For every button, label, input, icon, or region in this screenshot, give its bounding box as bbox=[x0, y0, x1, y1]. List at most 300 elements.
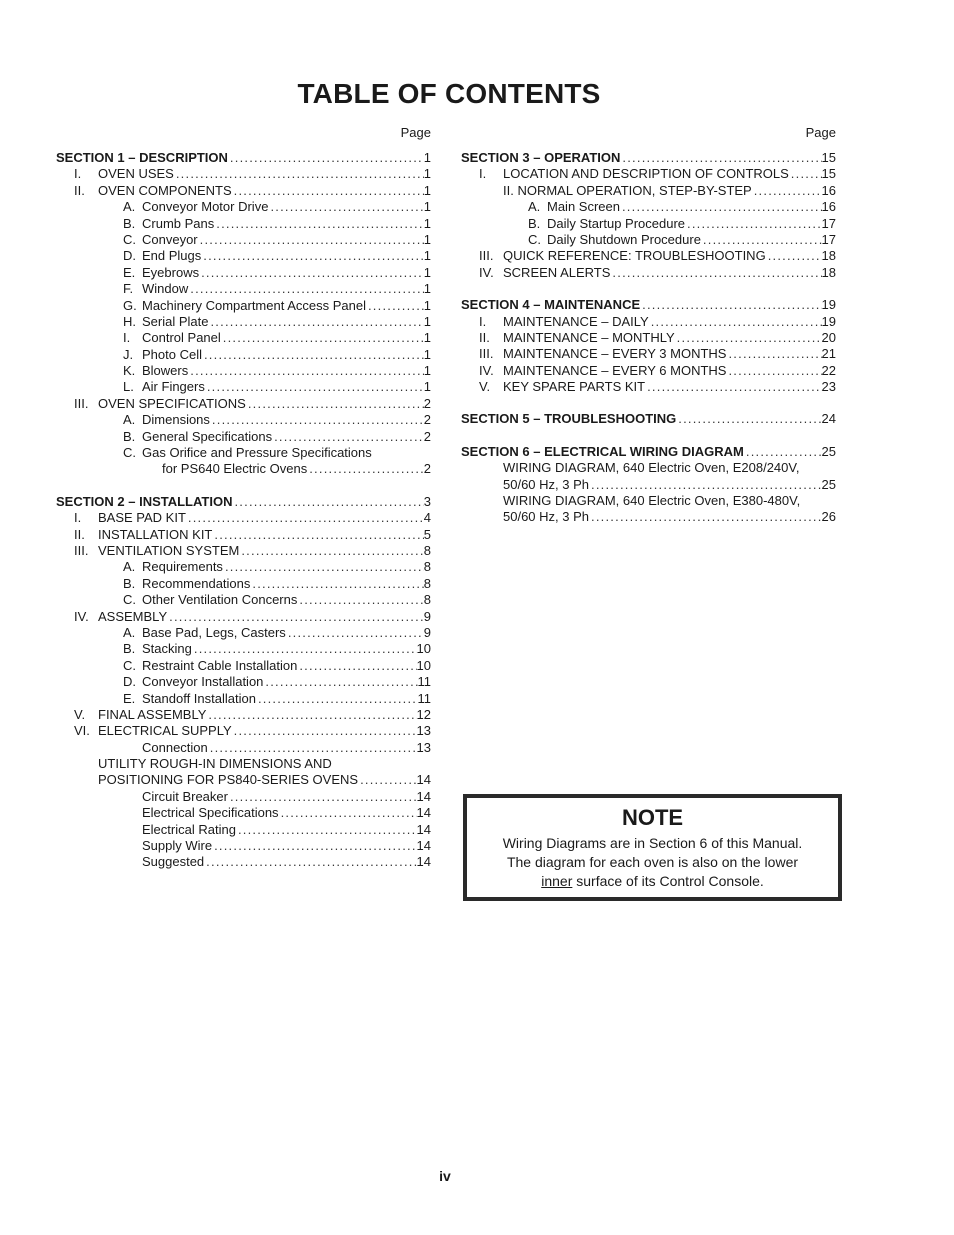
toc-entry bbox=[56, 740, 431, 756]
dot-leader bbox=[589, 509, 822, 525]
note-box bbox=[463, 794, 842, 901]
toc-entry bbox=[56, 756, 431, 772]
dot-leader bbox=[297, 592, 423, 608]
toc-entry bbox=[56, 429, 431, 445]
dot-leader bbox=[221, 330, 424, 346]
toc-entry-number: B. bbox=[123, 641, 136, 657]
dot-leader bbox=[272, 429, 424, 445]
toc-entry-title: Requirements bbox=[142, 559, 223, 575]
dot-leader bbox=[620, 199, 822, 215]
toc-entry-title: Gas Orifice and Pressure Specifications bbox=[142, 445, 372, 461]
toc-entry-number: A. bbox=[123, 412, 136, 428]
toc-entry bbox=[56, 314, 431, 330]
toc-entry-title: Connection bbox=[142, 739, 208, 755]
dot-leader bbox=[198, 232, 424, 248]
toc-entry-title: SECTION 1 – DESCRIPTION bbox=[56, 150, 228, 165]
toc-entry-number: V. bbox=[74, 706, 86, 722]
dot-leader bbox=[232, 494, 423, 510]
toc-entry-title: SECTION 6 – ELECTRICAL WIRING DIAGRAM bbox=[461, 443, 744, 459]
toc-entry-number: E. bbox=[123, 264, 136, 280]
toc-entry-title: SCREEN ALERTS bbox=[503, 264, 611, 280]
toc-entry-number: K. bbox=[123, 363, 136, 379]
dot-leader bbox=[210, 412, 424, 428]
toc-entry-page: 14 bbox=[416, 772, 431, 788]
toc-entry-page: 14 bbox=[416, 838, 431, 854]
toc-entry bbox=[56, 772, 431, 788]
toc-entry-number: VI. bbox=[74, 723, 90, 739]
toc-entry-title: INSTALLATION KIT bbox=[98, 526, 213, 542]
toc-entry-page: 24 bbox=[821, 411, 836, 427]
toc-entry bbox=[56, 625, 431, 641]
toc-entry-page: 1 bbox=[423, 379, 431, 395]
toc-entry-title: Eyebrows bbox=[142, 264, 200, 280]
dot-leader bbox=[726, 363, 821, 379]
toc-entry-page: 11 bbox=[417, 674, 431, 690]
toc-entry-page: 14 bbox=[416, 788, 431, 804]
toc-entry bbox=[56, 838, 431, 854]
toc-entry-page: 1 bbox=[423, 215, 431, 231]
toc-entry bbox=[56, 854, 431, 870]
dot-leader bbox=[174, 166, 424, 182]
toc-entry-page: 4 bbox=[423, 510, 431, 526]
toc-entry bbox=[56, 822, 431, 838]
toc-entry-title: Conveyor Motor Drive bbox=[142, 199, 269, 215]
toc-entry bbox=[56, 691, 431, 707]
dot-leader bbox=[676, 411, 821, 427]
toc-entry-title: SECTION 2 – INSTALLATION bbox=[56, 493, 233, 509]
dot-leader bbox=[208, 314, 423, 330]
dot-leader bbox=[366, 298, 424, 314]
dot-leader bbox=[701, 232, 822, 248]
toc-entry-page: 21 bbox=[821, 346, 836, 362]
dot-leader bbox=[206, 707, 416, 723]
toc-section-heading bbox=[461, 297, 836, 313]
dot-leader bbox=[212, 527, 423, 543]
toc-entry-title: SECTION 3 – OPERATION bbox=[461, 150, 621, 165]
dot-leader bbox=[214, 216, 424, 232]
toc-entry-title: OVEN COMPONENTS bbox=[98, 182, 232, 198]
section-spacer bbox=[56, 478, 431, 494]
toc-entry bbox=[461, 166, 836, 182]
toc-entry bbox=[56, 707, 431, 723]
toc-entry-title: KEY SPARE PARTS KIT bbox=[503, 379, 646, 395]
dot-leader bbox=[752, 183, 822, 199]
toc-entry-page: 13 bbox=[416, 723, 431, 739]
toc-entry-title: Stacking bbox=[142, 641, 192, 657]
toc-entry-title: Supply Wire bbox=[142, 838, 213, 854]
toc-entry bbox=[461, 460, 836, 476]
toc-entry bbox=[56, 789, 431, 805]
page-column-header: Page bbox=[805, 125, 836, 140]
toc-entry-number: C. bbox=[123, 592, 136, 608]
toc-entry-page: 15 bbox=[821, 150, 836, 165]
toc-entry-number: IV. bbox=[479, 264, 494, 280]
toc-entry-number: F. bbox=[123, 281, 134, 297]
dot-leader bbox=[188, 363, 424, 379]
toc-entry bbox=[56, 248, 431, 264]
toc-entry-page: 1 bbox=[423, 281, 431, 297]
toc-entry-title: 50/60 Hz, 3 Ph bbox=[503, 509, 589, 525]
note-underlined-word: inner bbox=[541, 873, 573, 889]
toc-entry-number: I. bbox=[479, 166, 487, 182]
dot-leader bbox=[726, 346, 821, 362]
toc-entry bbox=[461, 477, 836, 493]
toc-entry-title: SECTION 5 – TROUBLESHOOTING bbox=[461, 411, 677, 427]
toc-entry bbox=[461, 314, 836, 330]
toc-entry bbox=[56, 347, 431, 363]
toc-entry-number: I. bbox=[74, 166, 82, 182]
dot-leader bbox=[279, 805, 417, 821]
dot-leader bbox=[239, 543, 423, 559]
toc-entry-number: C. bbox=[123, 657, 136, 673]
dot-leader bbox=[268, 199, 423, 215]
toc-entry-page: 2 bbox=[423, 395, 431, 411]
toc-entry-page: 25 bbox=[821, 443, 836, 459]
toc-entry-title: WIRING DIAGRAM, 640 Electric Oven, E208/240V, bbox=[503, 460, 800, 476]
toc-entry-title: Recommendations bbox=[142, 575, 251, 591]
toc-entry-title: Dimensions bbox=[142, 412, 210, 428]
toc-entry-title: POSITIONING FOR PS840-SERIES OVENS bbox=[98, 772, 359, 788]
toc-entry-title: BASE PAD KIT bbox=[98, 510, 186, 526]
toc-entry-number: A. bbox=[123, 199, 136, 215]
toc-entry-title: Restraint Cable Installation bbox=[142, 657, 298, 673]
dot-leader bbox=[645, 379, 821, 395]
toc-entry-page: 14 bbox=[416, 821, 431, 837]
toc-entry-page: 17 bbox=[821, 231, 836, 247]
toc-entry-title: Conveyor bbox=[142, 231, 198, 247]
dot-leader bbox=[192, 641, 417, 657]
toc-entry-page: 14 bbox=[416, 854, 431, 870]
toc-entry-number: L. bbox=[123, 379, 134, 395]
toc-entry bbox=[56, 576, 431, 592]
toc-entry-number: I. bbox=[123, 330, 131, 346]
toc-entry-page: 3 bbox=[423, 493, 431, 509]
toc-entry-page: 8 bbox=[423, 559, 431, 575]
dot-leader bbox=[286, 625, 424, 641]
toc-entry-page: 1 bbox=[423, 150, 431, 165]
toc-entry-title: Crumb Pans bbox=[142, 215, 215, 231]
toc-entry-page: 20 bbox=[821, 329, 836, 345]
toc-entry-page: 1 bbox=[423, 264, 431, 280]
dot-leader bbox=[620, 150, 821, 166]
toc-entry bbox=[56, 510, 431, 526]
dot-leader bbox=[167, 609, 424, 625]
toc-entry-title: Main Screen bbox=[547, 199, 620, 215]
dot-leader bbox=[256, 691, 418, 707]
toc-entry-page: 26 bbox=[821, 509, 836, 525]
toc-entry-number: A. bbox=[123, 559, 136, 575]
toc-section-heading bbox=[56, 494, 431, 510]
toc-entry-page: 8 bbox=[423, 575, 431, 591]
toc-entry bbox=[56, 330, 431, 346]
toc-list-left bbox=[56, 150, 431, 871]
toc-entry-page: 19 bbox=[821, 313, 836, 329]
dot-leader bbox=[204, 854, 416, 870]
toc-entry bbox=[56, 723, 431, 739]
dot-leader bbox=[766, 248, 822, 264]
toc-entry bbox=[56, 396, 431, 412]
dot-leader bbox=[202, 347, 424, 363]
toc-entry bbox=[56, 265, 431, 281]
toc-entry-page: 10 bbox=[416, 641, 431, 657]
toc-entry bbox=[461, 265, 836, 281]
dot-leader bbox=[250, 576, 423, 592]
toc-entry-page: 18 bbox=[821, 248, 836, 264]
toc-entry-title: Daily Startup Procedure bbox=[547, 215, 686, 231]
dot-leader bbox=[675, 330, 822, 346]
toc-section-heading bbox=[461, 411, 836, 427]
toc-entry-page: 23 bbox=[821, 379, 836, 395]
toc-entry bbox=[461, 216, 836, 232]
toc-entry-page: 1 bbox=[423, 248, 431, 264]
toc-entry bbox=[56, 592, 431, 608]
toc-entry-title: II. NORMAL OPERATION, STEP-BY-STEP bbox=[503, 182, 752, 198]
toc-entry-number: II. bbox=[74, 526, 85, 542]
dot-leader bbox=[199, 265, 424, 281]
toc-entry bbox=[56, 559, 431, 575]
dot-leader bbox=[685, 216, 822, 232]
toc-entry bbox=[461, 248, 836, 264]
toc-entry bbox=[56, 281, 431, 297]
toc-entry-number: IV. bbox=[479, 362, 494, 378]
toc-entry-number: I. bbox=[74, 510, 82, 526]
toc-entry-page: 25 bbox=[821, 476, 836, 492]
toc-entry-title: OVEN SPECIFICATIONS bbox=[98, 395, 246, 411]
toc-entry-number: H. bbox=[123, 313, 136, 329]
dot-leader bbox=[649, 314, 822, 330]
toc-entry bbox=[461, 183, 836, 199]
toc-entry bbox=[56, 216, 431, 232]
toc-entry bbox=[461, 330, 836, 346]
dot-leader bbox=[358, 772, 416, 788]
footer-page-number: iv bbox=[439, 1168, 451, 1184]
toc-entry-number: C. bbox=[123, 231, 136, 247]
toc-entry-title: MAINTENANCE – EVERY 3 MONTHS bbox=[503, 346, 727, 362]
toc-entry bbox=[56, 379, 431, 395]
toc-entry-title: Window bbox=[142, 281, 189, 297]
toc-entry-number: E. bbox=[123, 690, 136, 706]
toc-entry-page: 1 bbox=[423, 231, 431, 247]
toc-entry-number: A. bbox=[123, 624, 136, 640]
toc-entry bbox=[461, 199, 836, 215]
toc-entry bbox=[56, 445, 431, 461]
toc-entry-page: 9 bbox=[423, 608, 431, 624]
toc-entry-title: FINAL ASSEMBLY bbox=[98, 706, 207, 722]
toc-entry-page: 11 bbox=[417, 690, 431, 706]
note-line-rest: surface of its Control Console. bbox=[572, 873, 764, 889]
note-body bbox=[467, 834, 838, 891]
toc-entry bbox=[56, 805, 431, 821]
toc-entry-title: ELECTRICAL SUPPLY bbox=[98, 723, 232, 739]
toc-entry-number: III. bbox=[479, 248, 494, 264]
dot-leader bbox=[208, 740, 417, 756]
toc-list-right bbox=[461, 150, 836, 526]
toc-entry bbox=[56, 609, 431, 625]
dot-leader bbox=[246, 396, 424, 412]
toc-entry-page: 19 bbox=[821, 297, 836, 313]
dot-leader bbox=[610, 265, 821, 281]
toc-entry-title: Photo Cell bbox=[142, 346, 202, 362]
toc-entry-title: QUICK REFERENCE: TROUBLESHOOTING bbox=[503, 248, 766, 264]
toc-entry-page: 14 bbox=[416, 805, 431, 821]
toc-section-heading bbox=[461, 150, 836, 166]
toc-entry-title: Conveyor Installation bbox=[142, 674, 264, 690]
toc-entry-title: Air Fingers bbox=[142, 379, 205, 395]
dot-leader bbox=[232, 723, 417, 739]
dot-leader bbox=[212, 838, 416, 854]
toc-entry-page: 8 bbox=[423, 542, 431, 558]
toc-entry-page: 15 bbox=[821, 166, 836, 182]
toc-title: TABLE OF CONTENTS bbox=[297, 78, 601, 109]
note-title: NOTE bbox=[621, 805, 684, 830]
toc-entry-title: ASSEMBLY bbox=[98, 608, 168, 624]
toc-entry bbox=[56, 674, 431, 690]
toc-entry-title: Control Panel bbox=[142, 330, 221, 346]
toc-entry-number: B. bbox=[528, 215, 541, 231]
toc-entry-page: 17 bbox=[821, 215, 836, 231]
toc-entry-title: VENTILATION SYSTEM bbox=[98, 542, 240, 558]
toc-entry bbox=[461, 363, 836, 379]
section-spacer bbox=[461, 281, 836, 297]
dot-leader bbox=[307, 461, 424, 477]
dot-leader bbox=[236, 822, 417, 838]
toc-entry-page: 12 bbox=[416, 706, 431, 722]
toc-entry-title: MAINTENANCE – MONTHLY bbox=[503, 329, 675, 345]
toc-entry-page: 1 bbox=[423, 166, 431, 182]
toc-entry-title: Other Ventilation Concerns bbox=[142, 592, 298, 608]
toc-entry bbox=[461, 509, 836, 525]
toc-entry-number: C. bbox=[528, 231, 541, 247]
toc-entry-number: C. bbox=[123, 445, 136, 461]
toc-entry bbox=[56, 166, 431, 182]
toc-entry bbox=[461, 346, 836, 362]
toc-entry bbox=[56, 232, 431, 248]
toc-entry-title: Circuit Breaker bbox=[142, 788, 228, 804]
toc-entry bbox=[56, 461, 431, 477]
toc-entry-page: 1 bbox=[423, 330, 431, 346]
toc-column-left bbox=[56, 124, 431, 871]
dot-leader bbox=[232, 183, 424, 199]
dot-leader bbox=[228, 150, 424, 166]
toc-entry-page: 1 bbox=[423, 346, 431, 362]
toc-entry-page: 8 bbox=[423, 592, 431, 608]
toc-section-heading bbox=[461, 444, 836, 460]
section-spacer bbox=[461, 395, 836, 411]
toc-entry-page: 16 bbox=[821, 182, 836, 198]
toc-entry-page: 1 bbox=[423, 363, 431, 379]
dot-leader bbox=[201, 248, 424, 264]
toc-section-heading bbox=[56, 150, 431, 166]
toc-entry-number: B. bbox=[123, 428, 136, 444]
dot-leader bbox=[228, 789, 417, 805]
toc-entry bbox=[56, 363, 431, 379]
toc-entry-title: Serial Plate bbox=[142, 313, 209, 329]
toc-entry-page: 2 bbox=[423, 461, 431, 477]
toc-entry-number: II. bbox=[479, 329, 490, 345]
toc-entry-page: 2 bbox=[423, 412, 431, 428]
toc-entry-title: Electrical Rating bbox=[142, 821, 236, 837]
toc-entry bbox=[56, 298, 431, 314]
toc-entry-number: J. bbox=[123, 346, 134, 362]
dot-leader bbox=[188, 281, 424, 297]
dot-leader bbox=[589, 477, 822, 493]
dot-leader bbox=[744, 444, 822, 460]
toc-entry-page: 10 bbox=[416, 657, 431, 673]
dot-leader bbox=[640, 297, 821, 313]
toc-entry bbox=[461, 232, 836, 248]
dot-leader bbox=[789, 166, 822, 182]
dot-leader bbox=[205, 379, 424, 395]
toc-entry-title: Blowers bbox=[142, 363, 189, 379]
toc-entry bbox=[56, 183, 431, 199]
note-line bbox=[467, 872, 838, 891]
dot-leader bbox=[297, 658, 416, 674]
dot-leader bbox=[186, 510, 424, 526]
toc-entry-number: II. bbox=[74, 182, 85, 198]
toc-entry-title: WIRING DIAGRAM, 640 Electric Oven, E380-480V, bbox=[503, 493, 801, 509]
toc-entry-title: Daily Shutdown Procedure bbox=[547, 231, 701, 247]
toc-entry-title: General Specifications bbox=[142, 428, 273, 444]
toc-entry bbox=[461, 379, 836, 395]
page-column-header: Page bbox=[400, 125, 431, 140]
toc-entry-page: 1 bbox=[423, 297, 431, 313]
dot-leader bbox=[223, 559, 424, 575]
toc-entry-title: OVEN USES bbox=[98, 166, 174, 182]
toc-entry-page: 1 bbox=[423, 199, 431, 215]
dot-leader bbox=[263, 674, 417, 690]
toc-entry-title: UTILITY ROUGH-IN DIMENSIONS AND bbox=[98, 756, 332, 772]
toc-entry-title: LOCATION AND DESCRIPTION OF CONTROLS bbox=[503, 166, 789, 182]
toc-entry-number: IV. bbox=[74, 608, 89, 624]
toc-entry-page: 22 bbox=[821, 362, 836, 378]
toc-entry-title: for PS640 Electric Ovens bbox=[162, 461, 308, 477]
toc-entry-title: MAINTENANCE – EVERY 6 MONTHS bbox=[503, 362, 727, 378]
toc-entry-number: III. bbox=[479, 346, 494, 362]
toc-entry-number: B. bbox=[123, 215, 136, 231]
toc-entry bbox=[56, 412, 431, 428]
toc-entry bbox=[56, 641, 431, 657]
toc-entry-page: 1 bbox=[423, 182, 431, 198]
toc-entry-title: Suggested bbox=[142, 854, 205, 870]
toc-entry-page: 9 bbox=[423, 624, 431, 640]
toc-entry-page: 1 bbox=[423, 313, 431, 329]
toc-entry-title: SECTION 4 – MAINTENANCE bbox=[461, 297, 641, 313]
toc-entry bbox=[56, 658, 431, 674]
toc-entry bbox=[56, 543, 431, 559]
toc-entry-title: 50/60 Hz, 3 Ph bbox=[503, 476, 589, 492]
toc-entry-number: B. bbox=[123, 575, 136, 591]
note-line: The diagram for each oven is also on the lower bbox=[506, 854, 799, 870]
toc-entry-number: I. bbox=[479, 313, 487, 329]
toc-entry-number: III. bbox=[74, 395, 89, 411]
toc-entry-page: 18 bbox=[821, 264, 836, 280]
toc-entry-number: D. bbox=[123, 674, 136, 690]
toc-entry bbox=[56, 199, 431, 215]
toc-entry bbox=[56, 527, 431, 543]
toc-entry-number: V. bbox=[479, 379, 491, 395]
toc-column-right bbox=[461, 124, 836, 526]
toc-entry-title: MAINTENANCE – DAILY bbox=[503, 313, 649, 329]
toc-entry-number: III. bbox=[74, 542, 89, 558]
toc-entry-title: End Plugs bbox=[142, 248, 202, 264]
toc-entry-number: D. bbox=[123, 248, 136, 264]
toc-entry-number: G. bbox=[123, 297, 137, 313]
toc-entry-title: Machinery Compartment Access Panel bbox=[142, 297, 366, 313]
toc-entry-page: 16 bbox=[821, 199, 836, 215]
toc-entry-page: 2 bbox=[423, 428, 431, 444]
toc-entry-page: 13 bbox=[416, 739, 431, 755]
toc-entry bbox=[461, 493, 836, 509]
